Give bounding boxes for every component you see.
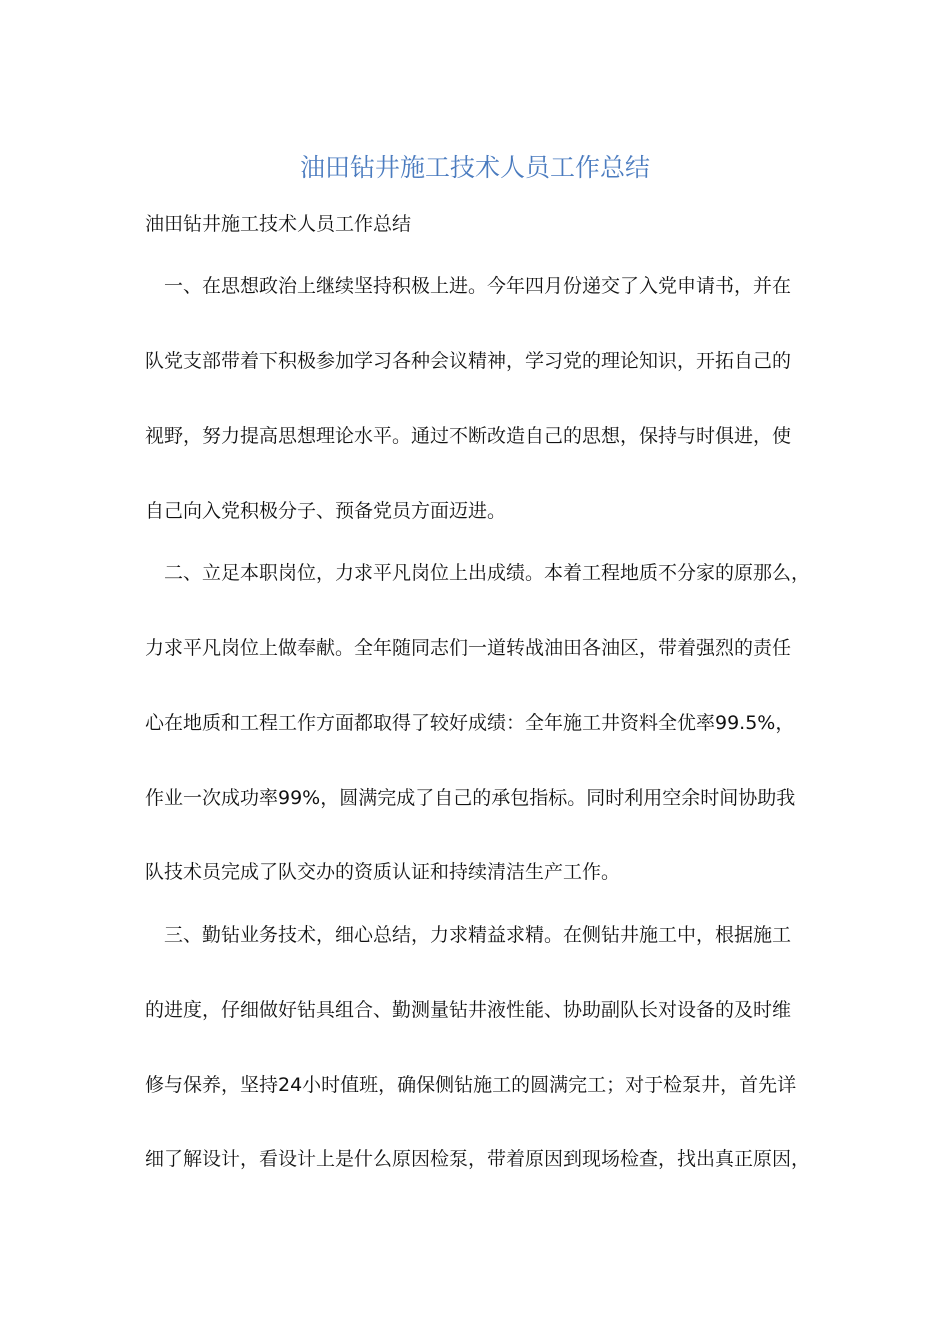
paragraph-line: 力求平凡岗位上做奉献。全年随同志们一道转战油田各油区，带着强烈的责任 [145,637,792,659]
paragraph-line: 队党支部带着下积极参加学习各种会议精神，学习党的理论知识，开拓自己的 [145,350,792,372]
paragraph-line: 的进度，仔细做好钻具组合、勤测量钻井液性能、协助副队长对设备的及时维 [145,999,792,1021]
paragraph-line: 一、在思想政治上继续坚持积极上进。今年四月份递交了入党申请书，并在 [145,275,792,297]
paragraph-line: 三、勤钻业务技术，细心总结，力求精益求精。在侧钻井施工中，根据施工 [145,924,792,946]
paragraph-line: 细了解设计，看设计上是什么原因检泵，带着原因到现场检查，找出真正原因， [145,1148,811,1170]
document-title: 油田钻井施工技术人员工作总结 [299,153,650,182]
paragraph-line: 队技术员完成了队交办的资质认证和持续清洁生产工作。 [145,861,621,883]
document-subtitle: 油田钻井施工技术人员工作总结 [145,213,412,235]
paragraph-line: 视野，努力提高思想理论水平。通过不断改造自己的思想，保持与时俱进，使 [145,425,792,447]
paragraph-line: 自己向入党积极分子、预备党员方面迈进。 [145,500,507,522]
paragraph-line: 作业一次成功率99%，圆满完成了自己的承包指标。同时利用空余时间协助我 [145,787,796,809]
paragraph-line: 修与保养，坚持24小时值班，确保侧钻施工的圆满完工；对于检泵井，首先详 [145,1074,797,1096]
paragraph-line: 二、立足本职岗位，力求平凡岗位上出成绩。本着工程地质不分家的原那么， [145,562,811,584]
paragraph-line: 心在地质和工程工作方面都取得了较好成绩：全年施工井资料全优率99.5%， [145,712,795,734]
